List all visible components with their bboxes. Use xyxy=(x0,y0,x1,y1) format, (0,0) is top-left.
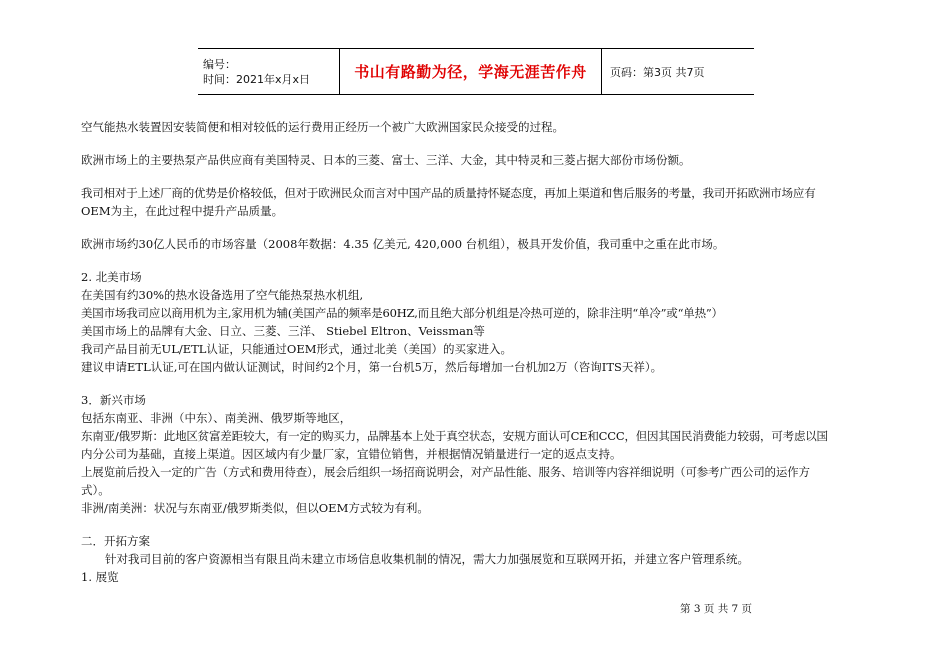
header-motto: 书山有路勤为径，学海无涯苦作舟 xyxy=(354,63,587,81)
list-line: 非洲/南美洲：状况与东南亚/俄罗斯类似，但以OEM方式较为有利。 xyxy=(81,501,429,515)
document-body xyxy=(81,118,881,586)
paragraph: 欧洲市场约30亿人民币的市场容量（2008年数据：4.35 亿美元, 420,000 台机组），极具开发价值，我司重中之重在此市场。 xyxy=(81,237,725,251)
section-heading: 1. 展览 xyxy=(81,570,119,584)
header-meta xyxy=(198,49,340,94)
list-line: 建议申请ETL认证,可在国内做认证测试，时间约2个月，第一台机5万，然后每增加一台机加2万（咨询ITS天祥）。 xyxy=(81,360,663,374)
list-line: 包括东南亚、非洲（中东）、南美洲、俄罗斯等地区， xyxy=(81,411,352,425)
paragraph: 空气能热水装置因安装简便和相对较低的运行费用正经历一个被广大欧洲国家民众接受的过程。 xyxy=(81,120,564,134)
header-motto-cell xyxy=(340,49,602,94)
list-line: 美国市场我司应以商用机为主,家用机为辅(美国产品的频率是60HZ,而且绝大部分机组是冷热可逆的，除非注明“单冷”或“单热”） xyxy=(81,306,723,320)
list-line: 上展览前后投入一定的广告（方式和费用待查），展会后组织一场招商说明会，对产品性能、服务、培训等内容祥细说明（可参考广西公司的运作方 xyxy=(81,465,810,479)
list-line: 式）。 xyxy=(81,483,110,497)
list-line: 美国市场上的品牌有大金、日立、三菱、三洋、 Stiebel Eltron、Veissman等 xyxy=(81,324,485,338)
section-heading: 二．开拓方案 xyxy=(81,534,150,548)
paragraph: 我司相对于上述厂商的优势是价格较低，但对于欧洲民众而言对中国产品的质量持怀疑态度，再加上渠道和售后服务的考量，我司开拓欧洲市场应有 xyxy=(81,186,816,200)
page-footer: 第 3 页 共 7 页 xyxy=(680,603,753,615)
document-time-label: 时间：2021年x月x日 xyxy=(203,72,311,86)
header-page-code: 页码：第3页 共7页 xyxy=(610,65,705,79)
section-heading: 2. 北美市场 xyxy=(81,270,142,284)
list-line: 在美国有约30%的热水设备选用了空气能热泵热水机组, xyxy=(81,288,364,302)
paragraph: 欧洲市场上的主要热泵产品供应商有美国特灵、日本的三菱、富士、三洋、大金，其中特灵和三菱占据大部份市场份额。 xyxy=(81,153,691,167)
list-line: 内分公司为基础，直接上渠道。因区域内有少量厂家，宜错位销售，并根据情况销量进行一定的返点支持。 xyxy=(81,447,622,461)
document-number-label: 编号： xyxy=(203,57,236,71)
page-header-table xyxy=(198,48,754,95)
paragraph: OEM为主，在此过程中提升产品质量。 xyxy=(81,204,284,218)
list-line: 我司产品目前无UL/ETL认证，只能通过OEM形式，通过北美（美国）的买家进入。 xyxy=(81,342,512,356)
list-line: 东南亚/俄罗斯：此地区贫富差距较大，有一定的购买力，品牌基本上处于真空状态，安规方面认可CE和CCC，但因其国民消费能力较弱，可考虑以国 xyxy=(81,429,828,443)
section-heading: 3．新兴市场 xyxy=(81,393,146,407)
paragraph: 针对我司目前的客户资源相当有限且尚未建立市场信息收集机制的情况，需大力加强展览和互联网开拓，并建立客户管理系统。 xyxy=(105,552,749,566)
